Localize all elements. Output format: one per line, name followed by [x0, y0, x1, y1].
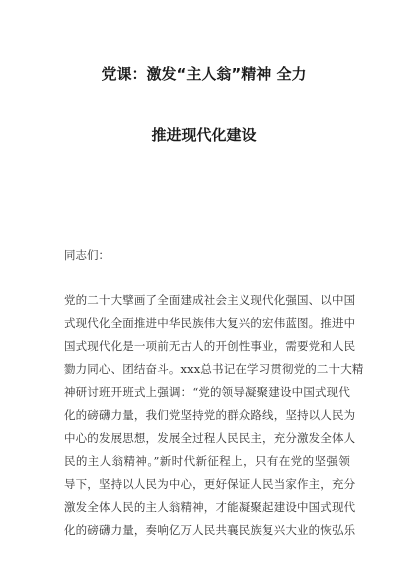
body-text-line: 化的磅礴力量，我们党坚持党的群众路线，坚持以人民为: [64, 408, 356, 422]
body-text-line: 国式现代化是一项前无古人的开创性事业，需要党和人民: [64, 339, 356, 353]
body-text-line: 民的主人翁精神。”新时代新征程上，只有在党的坚强领: [64, 454, 350, 468]
body-text-line: 神研讨班开班式上强调：“党的领导凝聚建设中国式现代: [64, 385, 350, 399]
salutation: 同志们：: [64, 248, 110, 262]
body-text-line: 党的二十大擘画了全面建成社会主义现代化强国、以中国: [64, 293, 356, 307]
body-text-line: 化的磅礴力量，奏响亿万人民共襄民族复兴大业的恢弘乐: [64, 523, 356, 537]
body-text-line: 中心的发展思想，发展全过程人民民主，充分激发全体人: [64, 431, 356, 445]
document-title-line-1: 党课：激发“主人翁”精神 全力: [101, 65, 307, 83]
document-title-line-2: 推进现代化建设: [151, 126, 257, 144]
body-text-line: 激发全体人民的主人翁精神，才能凝聚起建设中国式现代: [64, 500, 356, 514]
body-text-line: 导下，坚持以人民为中心，更好保证人民当家作主，充分: [64, 477, 356, 491]
body-text-line: 式现代化全面推进中华民族伟大复兴的宏伟蓝图。推进中: [64, 316, 356, 330]
body-text-line: 勠力同心、团结奋斗。xxx总书记在学习贯彻党的二十大精: [64, 362, 364, 376]
